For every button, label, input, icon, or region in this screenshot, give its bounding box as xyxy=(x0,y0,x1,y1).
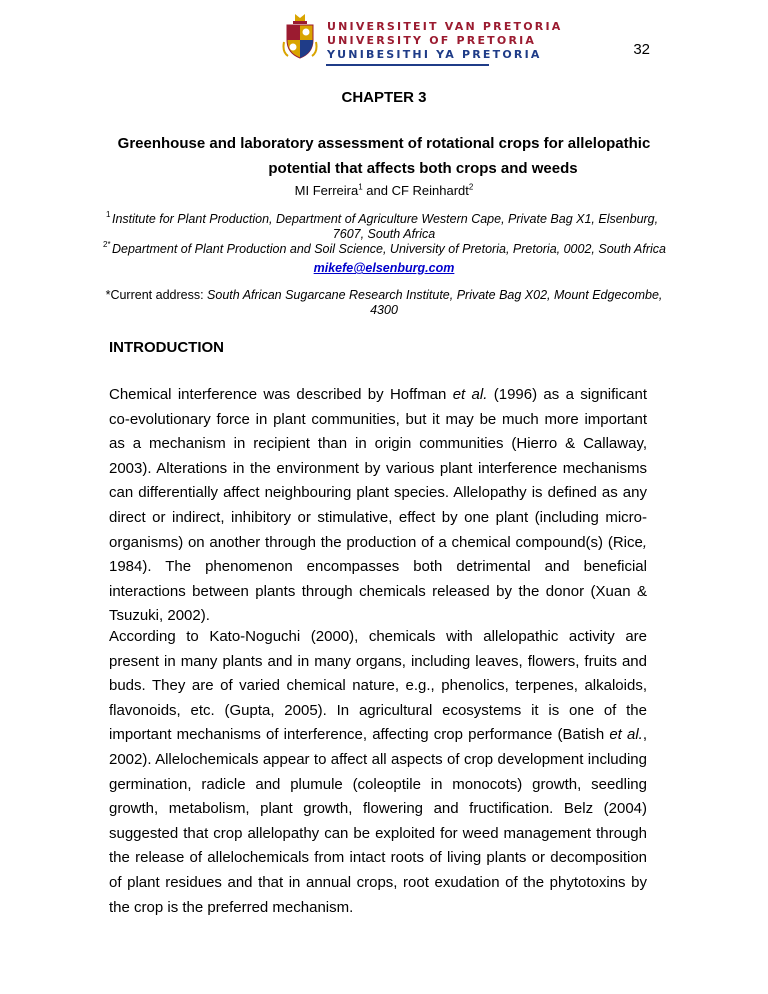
affiliation-1-line-1: Institute for Plant Production, Department of Agriculture Western Cape, Private Bag X1, Elsenburg, xyxy=(112,212,659,226)
current-address-text-1: South African Sugarcane Research Institute, Private Bag X02, Mount Edgecombe, xyxy=(207,288,663,302)
chapter-heading: CHAPTER 3 xyxy=(341,89,427,106)
para1-italic-1: et al. xyxy=(452,386,488,403)
author-2-sup: 2 xyxy=(468,182,474,192)
paragraph-2 xyxy=(109,625,647,920)
paragraph-1 xyxy=(109,383,647,629)
university-crest-logo xyxy=(282,12,318,60)
para1-italic-2: , xyxy=(642,533,647,551)
para2-text-2: , 2002). Allelochemicals appear to affect all aspects of crop development including germination, radicle and plumule (coleoptile in monocots) growth, seedling growth, metabolism, plant growth, flowering and fructification. Belz (2004) suggested that crop allelopathy can be exploited for weed management through the release of allelochemicals from intact roots of living plants or decomposition of plant residues and that in annual crops, root exudation of the phytotoxins by the crop is the preferred mechanism. xyxy=(109,726,647,916)
title-line-2: potential that affects both crops and weeds xyxy=(268,160,578,177)
para2-italic-1: et al. xyxy=(609,726,643,744)
para2-text-1: According to Kato-Noguchi (2000), chemicals with allelopathic activity are present in many plants and in many organs, including leaves, flowers, fruits and buds. They are of varied chemical nature, e.g., phenolics, terpenes, alkaloids, flavonoids, etc. (Gupta, 2005). In agricultural ecosystems it is one of the important mechanisms of interference, affecting crop performance (Batish xyxy=(109,628,647,744)
author-2-name: CF Reinhardt xyxy=(391,183,469,198)
current-address xyxy=(0,288,768,318)
para1-text-3: 1984). The phenomenon encompasses both detrimental and beneficial interactions between plants through chemicals released by the donor (Xuan & Tsuzuki, 2002). xyxy=(109,558,647,625)
page-number: 32 xyxy=(633,41,650,58)
author-1-sup: 1 xyxy=(358,182,363,192)
title-line-1: Greenhouse and laboratory assessment of rotational crops for allelopathic xyxy=(117,135,651,152)
affiliation-2-line-1: Department of Plant Production and Soil Science, University of Pretoria, Pretoria, 0002, South Africa xyxy=(112,242,666,256)
para1-text-1: Chemical interference was described by Hoffman xyxy=(109,386,453,403)
affiliation-1-line-2: 7607, South Africa xyxy=(332,227,436,241)
email-link[interactable]: mikefe@elsenburg.com xyxy=(313,261,455,275)
current-address-label: *Current address: xyxy=(105,288,208,302)
university-name-english: UNIVERSITY OF PRETORIA xyxy=(327,34,537,47)
affiliation-1-marker: 1 xyxy=(106,210,111,219)
affiliation-2-marker: 2* xyxy=(103,240,111,249)
university-name-sepedi: YUNIBESITHI YA PRETORIA xyxy=(327,48,542,61)
authors xyxy=(0,183,768,198)
para1-text-2: (1996) as a significant co-evolutionary force in plant communities, but it may be much more important as a mechanism in recipient than in origin communities (Hierro & Callaway, 2003). Alterations in the environment by various plant interference mechanisms can differentially affect neighbouring plant species. Allelopathy is defined as any direct or indirect, inhibitory or stimulative, effect by one plant (including micro-organisms) on another through the production of a chemical compound(s) (Rice xyxy=(109,386,647,551)
author-1-name: MI Ferreira xyxy=(294,183,359,198)
author-connector: and xyxy=(362,183,392,198)
current-address-text-2: 4300 xyxy=(370,303,398,317)
university-name-afrikaans: UNIVERSITEIT VAN PRETORIA xyxy=(327,20,563,33)
header-rule xyxy=(326,64,489,66)
email-wrapper xyxy=(0,261,768,275)
section-heading-introduction: INTRODUCTION xyxy=(109,339,224,356)
